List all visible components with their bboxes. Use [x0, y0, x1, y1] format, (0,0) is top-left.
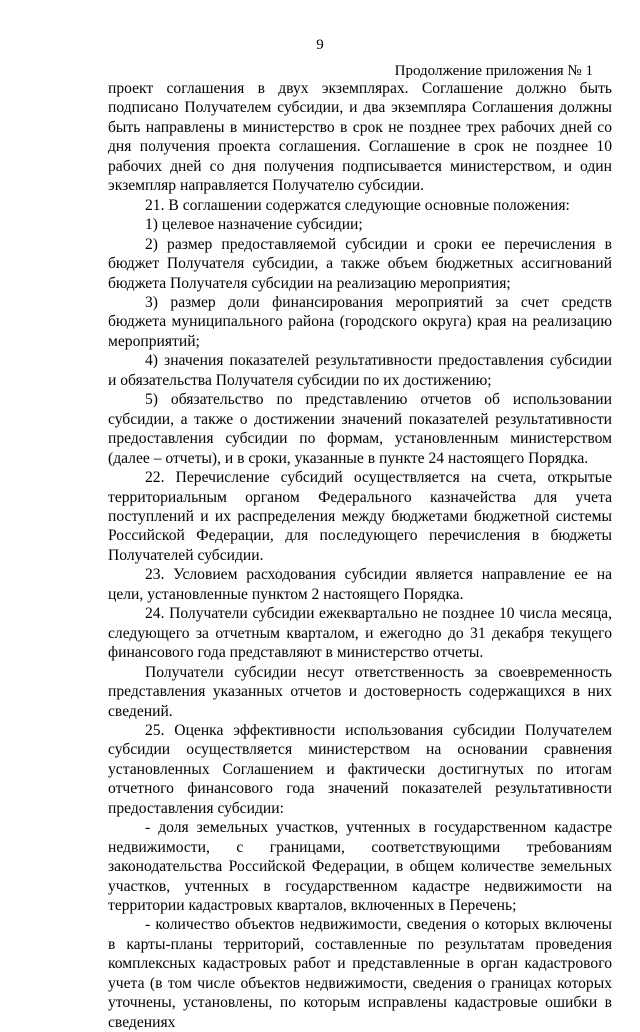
paragraph: 24. Получатели субсидии ежеквартально не позднее 10 числа месяца, следующего за отчетным кварталом, и ежегодно до 31 декабря текущего финансового года представляют в министерство отчеты. [108, 605, 612, 662]
paragraph: 1) целевое назначение субсидии; [145, 216, 363, 234]
paragraph: 22. Перечисление субсидий осуществляется на счета, открытые территориальным органом Федерального казначейства для учета поступлений и их распределения между бюджетами бюджетной системы Российской Федерации, для последующего перечисления в бюджеты Получателей субсидии. [108, 469, 612, 564]
paragraph: 3) размер доли финансирования мероприятий за счет средств бюджета муниципального района (городского округа) края на реализацию мероприятий; [108, 293, 612, 350]
paragraph: 21. В соглашении содержатся следующие основные положения: [145, 196, 570, 214]
paragraph: - доля земельных участков, учтенных в государственном кадастре недвижимости, с границами, соответствующими требованиям законодательства Российской Федерации, в общем количестве земельных участков, учтенных в государственном кадастре недвижимости на территории кадастровых кварталов, включенных в Перечень; [108, 819, 612, 915]
page-number: 9 [316, 37, 324, 53]
paragraph: 23. Условием расходования субсидии является направление ее на цели, установленные пунктом 2 настоящего Порядка. [108, 566, 612, 603]
paragraph: 25. Оценка эффективности использования субсидии Получателем субсидии осуществляется министерством на основании сравнения установленных Соглашением и фактически достигнутых по итогам отчетного финансового года значений показателей результативности предоставления субсидии: [108, 721, 612, 817]
paragraph: 2) размер предоставляемой субсидии и сроки ее перечисления в бюджет Получателя субсидии, а также объем бюджетных ассигнований бюджета Получателя субсидии на реализацию мероприятия; [108, 235, 612, 292]
paragraph: 4) значения показателей результативности предоставления субсидии и обязательства Получателя субсидии по их достижению; [108, 352, 612, 389]
document-body [108, 79, 612, 1032]
paragraph: проект соглашения в двух экземплярах. Соглашение должно быть подписано Получателем субсидии, и два экземпляра Соглашения должны быть направлены в министерство в срок не позднее трех рабочих дней со дня получения проекта соглашения. Соглашение в срок не позднее 10 рабочих дней со дня получения подписывается министерством, и один экземпляр направляется Получателю субсидии. [108, 80, 612, 195]
paragraph: Получатели субсидии несут ответственность за своевременность представления указанных отчетов и достоверность содержащихся в них сведений. [108, 663, 612, 720]
paragraph: - количество объектов недвижимости, сведения о которых включены в карты-планы территорий, составленные по результатам проведения комплексных кадастровых работ и представленные в орган кадастрового учета (в том числе объектов недвижимости, сведения о границах которых уточнены, установлены, по которым исправлены кадастровые ошибки в сведениях [108, 916, 612, 1031]
paragraph: 5) обязательство по представлению отчетов об использовании субсидии, а также о достижении значений показателей результативности предоставления субсидии по формам, установленным министерством (далее – отчеты), и в сроки, указанные в пункте 24 настоящего Порядка. [108, 391, 612, 467]
appendix-continuation-note: Продолжение приложения № 1 [394, 63, 593, 79]
